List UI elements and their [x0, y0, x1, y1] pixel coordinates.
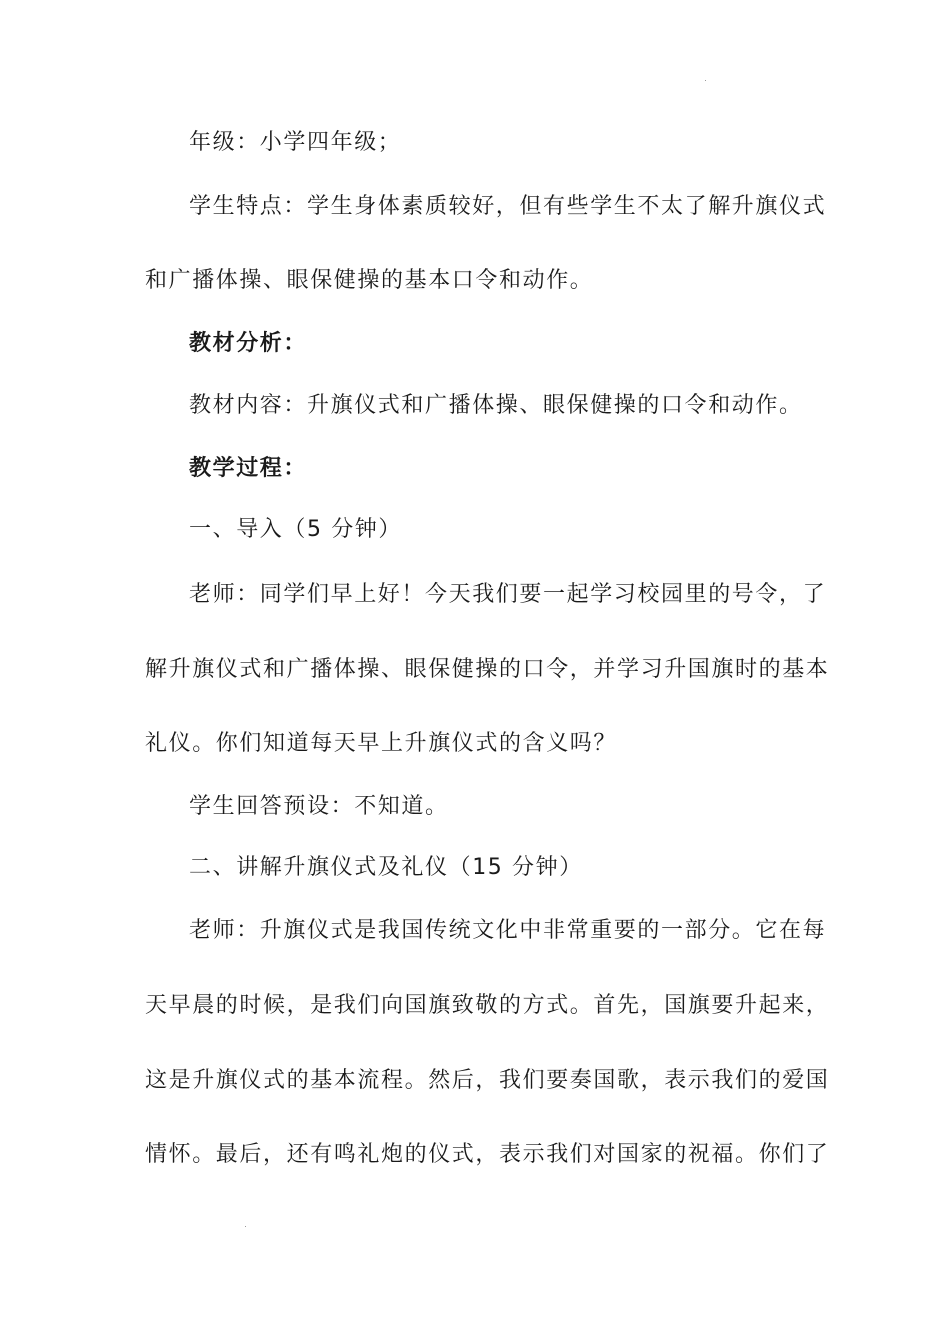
student-traits-line-1: 学生特点：学生身体素质较好，但有些学生不太了解升旗仪式	[189, 194, 827, 219]
section1-teacher-line-3: 礼仪。你们知道每天早上升旗仪式的含义吗？	[145, 731, 618, 756]
section1-teacher-line-1: 老师：同学们早上好！今天我们要一起学习校园里的号令，了	[189, 582, 827, 607]
section1-title: 一、导入（5 分钟）	[189, 517, 402, 542]
material-content-line: 教材内容：升旗仪式和广播体操、眼保健操的口令和动作。	[189, 393, 803, 418]
section2-teacher-line-4: 情怀。最后，还有鸣礼炮的仪式，表示我们对国家的祝福。你们了	[145, 1142, 830, 1167]
section1-student-answer: 学生回答预设：不知道。	[189, 794, 449, 819]
section2-teacher-line-3: 这是升旗仪式的基本流程。然后，我们要奏国歌，表示我们的爱国	[145, 1068, 830, 1093]
section2-teacher-line-2: 天早晨的时候，是我们向国旗致敬的方式。首先，国旗要升起来，	[145, 993, 830, 1018]
material-analysis-heading: 教材分析：	[189, 331, 308, 356]
student-traits-line-2: 和广播体操、眼保健操的基本口令和动作。	[145, 268, 594, 293]
section1-teacher-line-2: 解升旗仪式和广播体操、眼保健操的口令，并学习升国旗时的基本	[145, 657, 830, 682]
header-speck	[705, 80, 706, 81]
section2-title: 二、讲解升旗仪式及礼仪（15 分钟）	[189, 855, 583, 880]
teaching-process-heading: 教学过程：	[189, 456, 308, 481]
footer-speck	[245, 1226, 246, 1227]
section2-teacher-line-1: 老师：升旗仪式是我国传统文化中非常重要的一部分。它在每	[189, 918, 827, 943]
grade-line: 年级：小学四年级；	[189, 130, 402, 155]
